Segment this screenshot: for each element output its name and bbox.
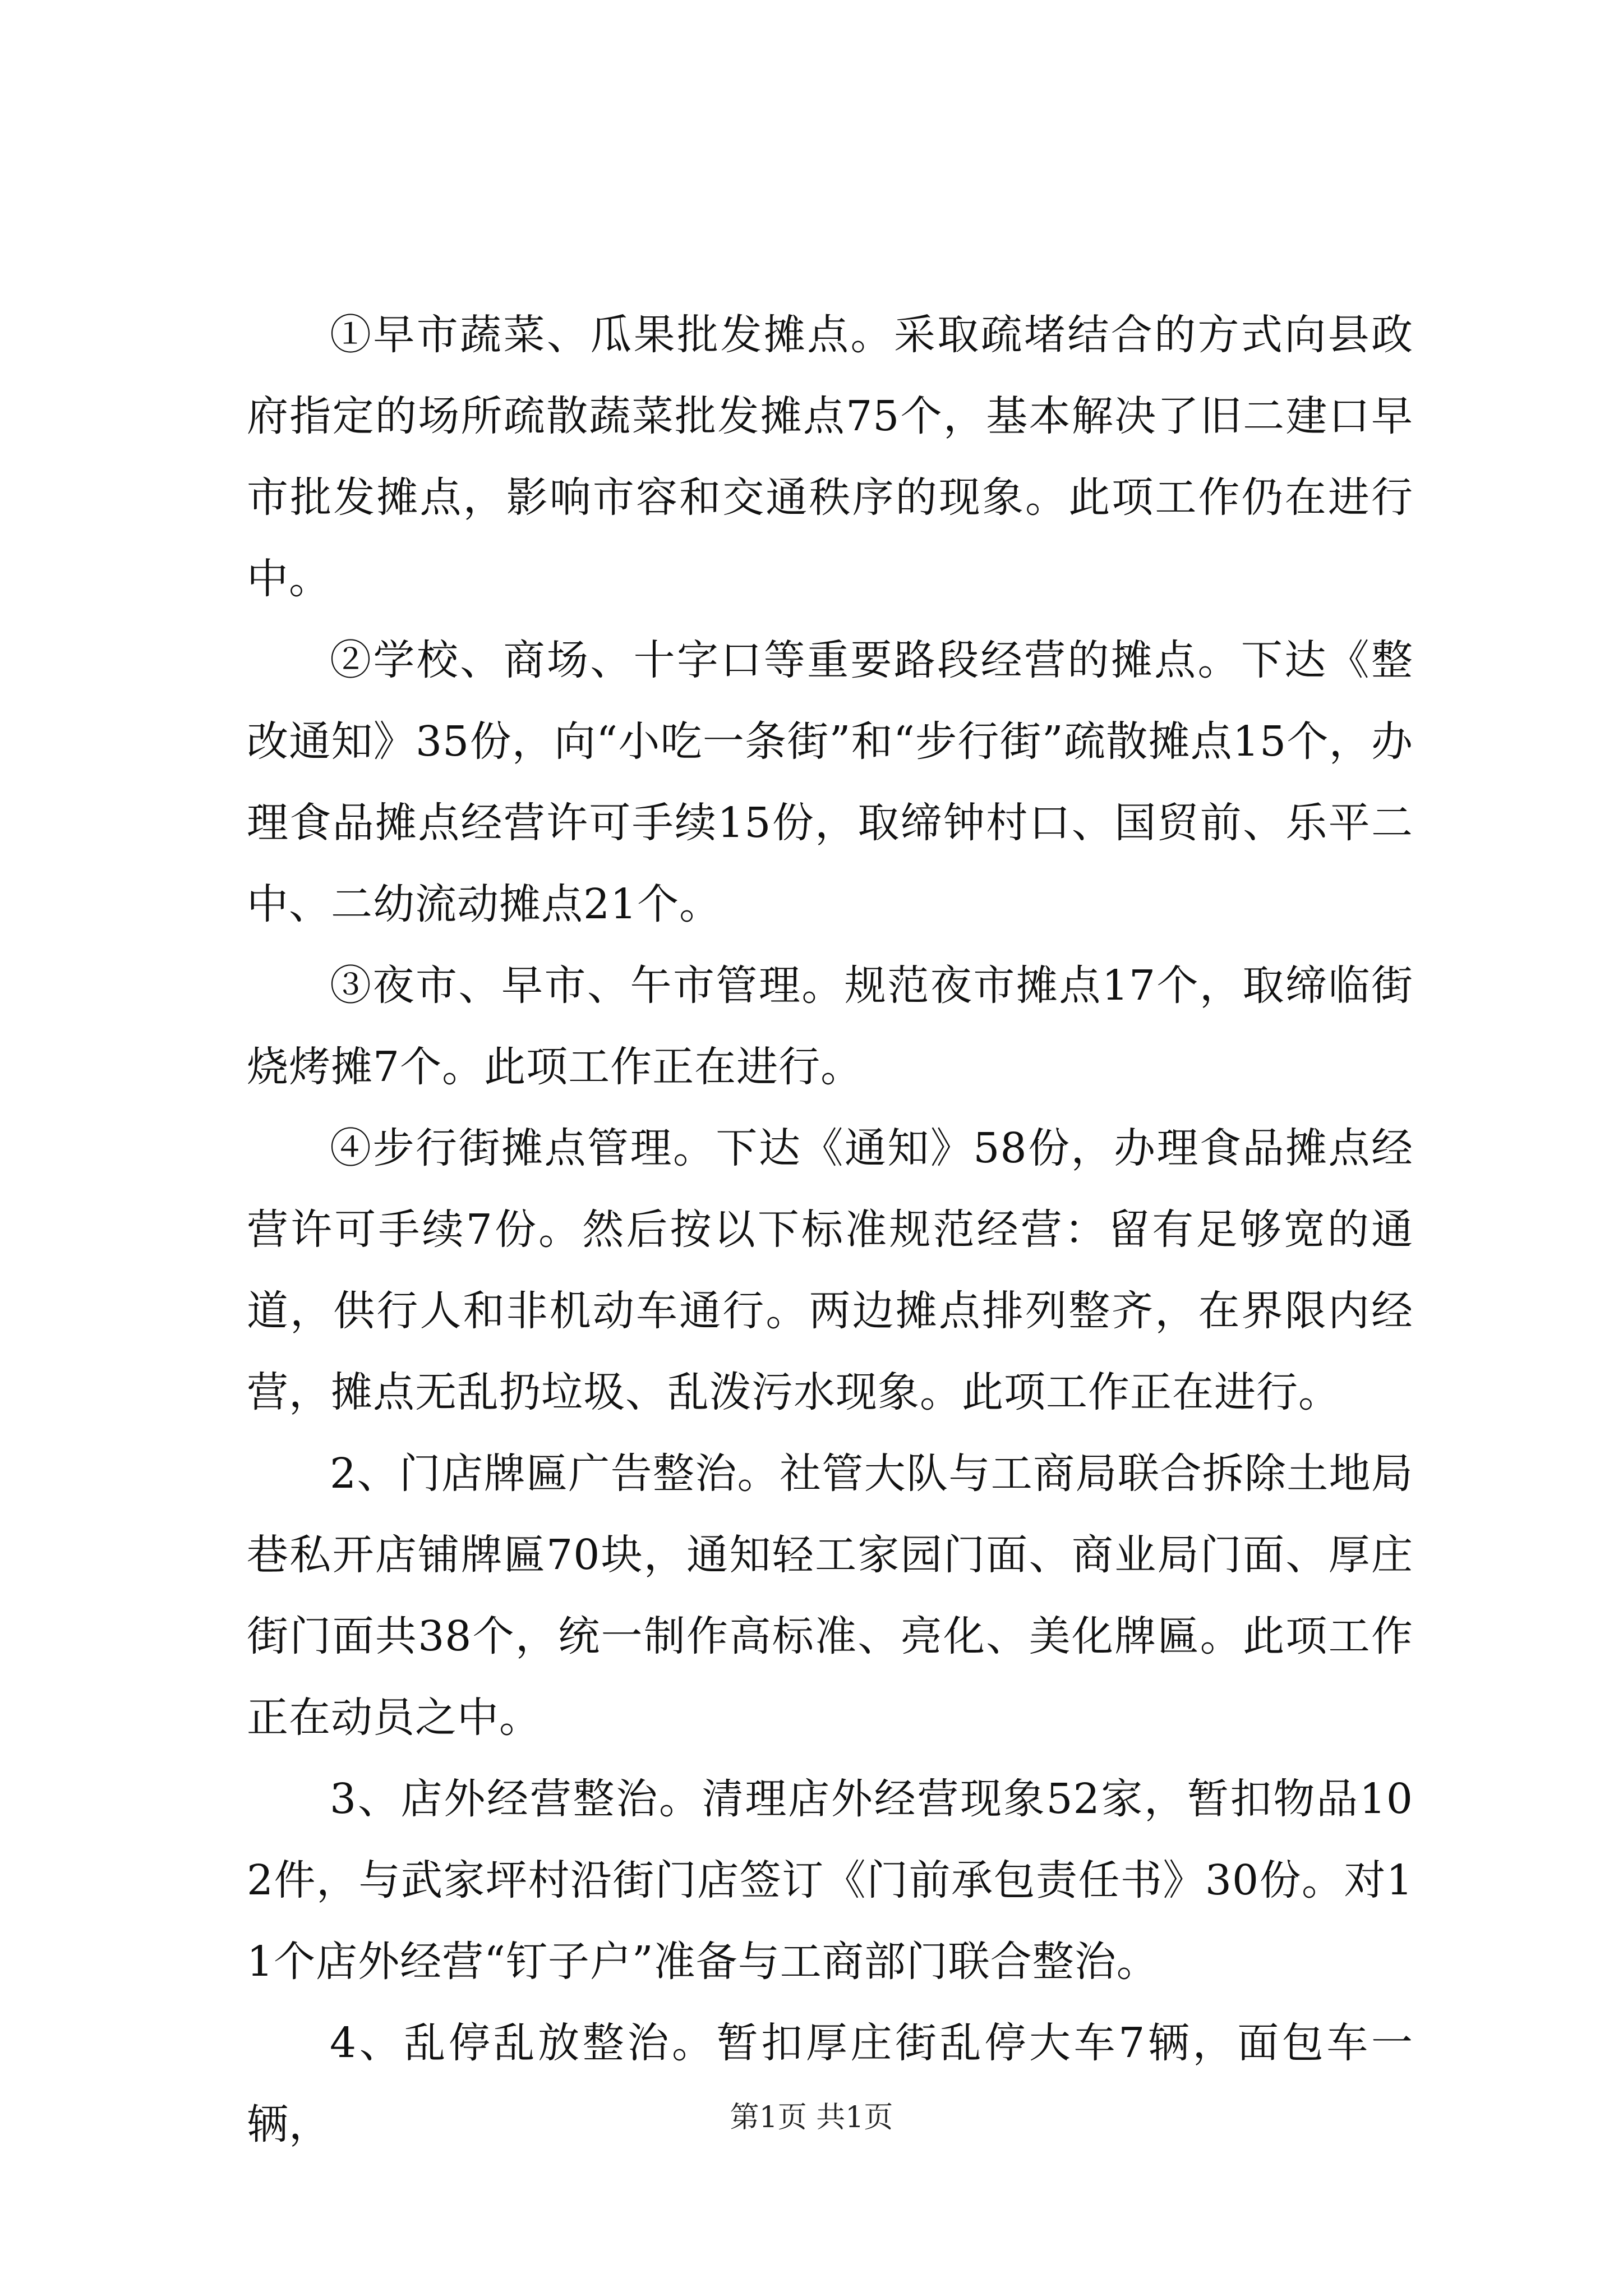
paragraph-5: 2、门店牌匾广告整治。社管大队与工商局联合拆除土地局巷私开店铺牌匾70块，通知轻工家园门面、商业局门面、厚庄街门面共38个，统一制作高标准、亮化、美化牌匾。此项工作正在动员之中。	[247, 1450, 1413, 1742]
paragraph-7: 4、乱停乱放整治。暂扣厚庄街乱停大车7辆，面包车一辆，	[247, 2019, 1413, 2148]
paragraph-4: ④步行街摊点管理。下达《通知》58份，办理食品摊点经营许可手续7份。然后按以下标准规范经营：留有足够宽的通道，供行人和非机动车通行。两边摊点排列整齐，在界限内经营，摊点无乱扔垃圾、乱泼污水现象。此项工作正在进行。	[247, 1124, 1413, 1416]
paragraph-6: 3、店外经营整治。清理店外经营现象52家，暂扣物品102件，与武家坪村沿街门店签订《门前承包责任书》30份。对11个店外经营“钉子户”准备与工商部门联合整治。	[247, 1775, 1413, 1986]
page-footer: 第1页 共1页	[730, 2101, 893, 2134]
paragraph-3: ③夜市、早市、午市管理。规范夜市摊点17个，取缔临街烧烤摊7个。此项工作正在进行。	[247, 961, 1413, 1091]
paragraph-2: ②学校、商场、十字口等重要路段经营的摊点。下达《整改通知》35份，向“小吃一条街”和“步行街”疏散摊点15个，办理食品摊点经营许可手续15份，取缔钟村口、国贸前、乐平二中、二幼流动摊点21个。	[247, 636, 1413, 928]
document-body	[247, 295, 1413, 2165]
paragraph-1: ①早市蔬菜、瓜果批发摊点。采取疏堵结合的方式向县政府指定的场所疏散蔬菜批发摊点75个，基本解决了旧二建口早市批发摊点，影响市容和交通秩序的现象。此项工作仍在进行中。	[247, 311, 1413, 603]
